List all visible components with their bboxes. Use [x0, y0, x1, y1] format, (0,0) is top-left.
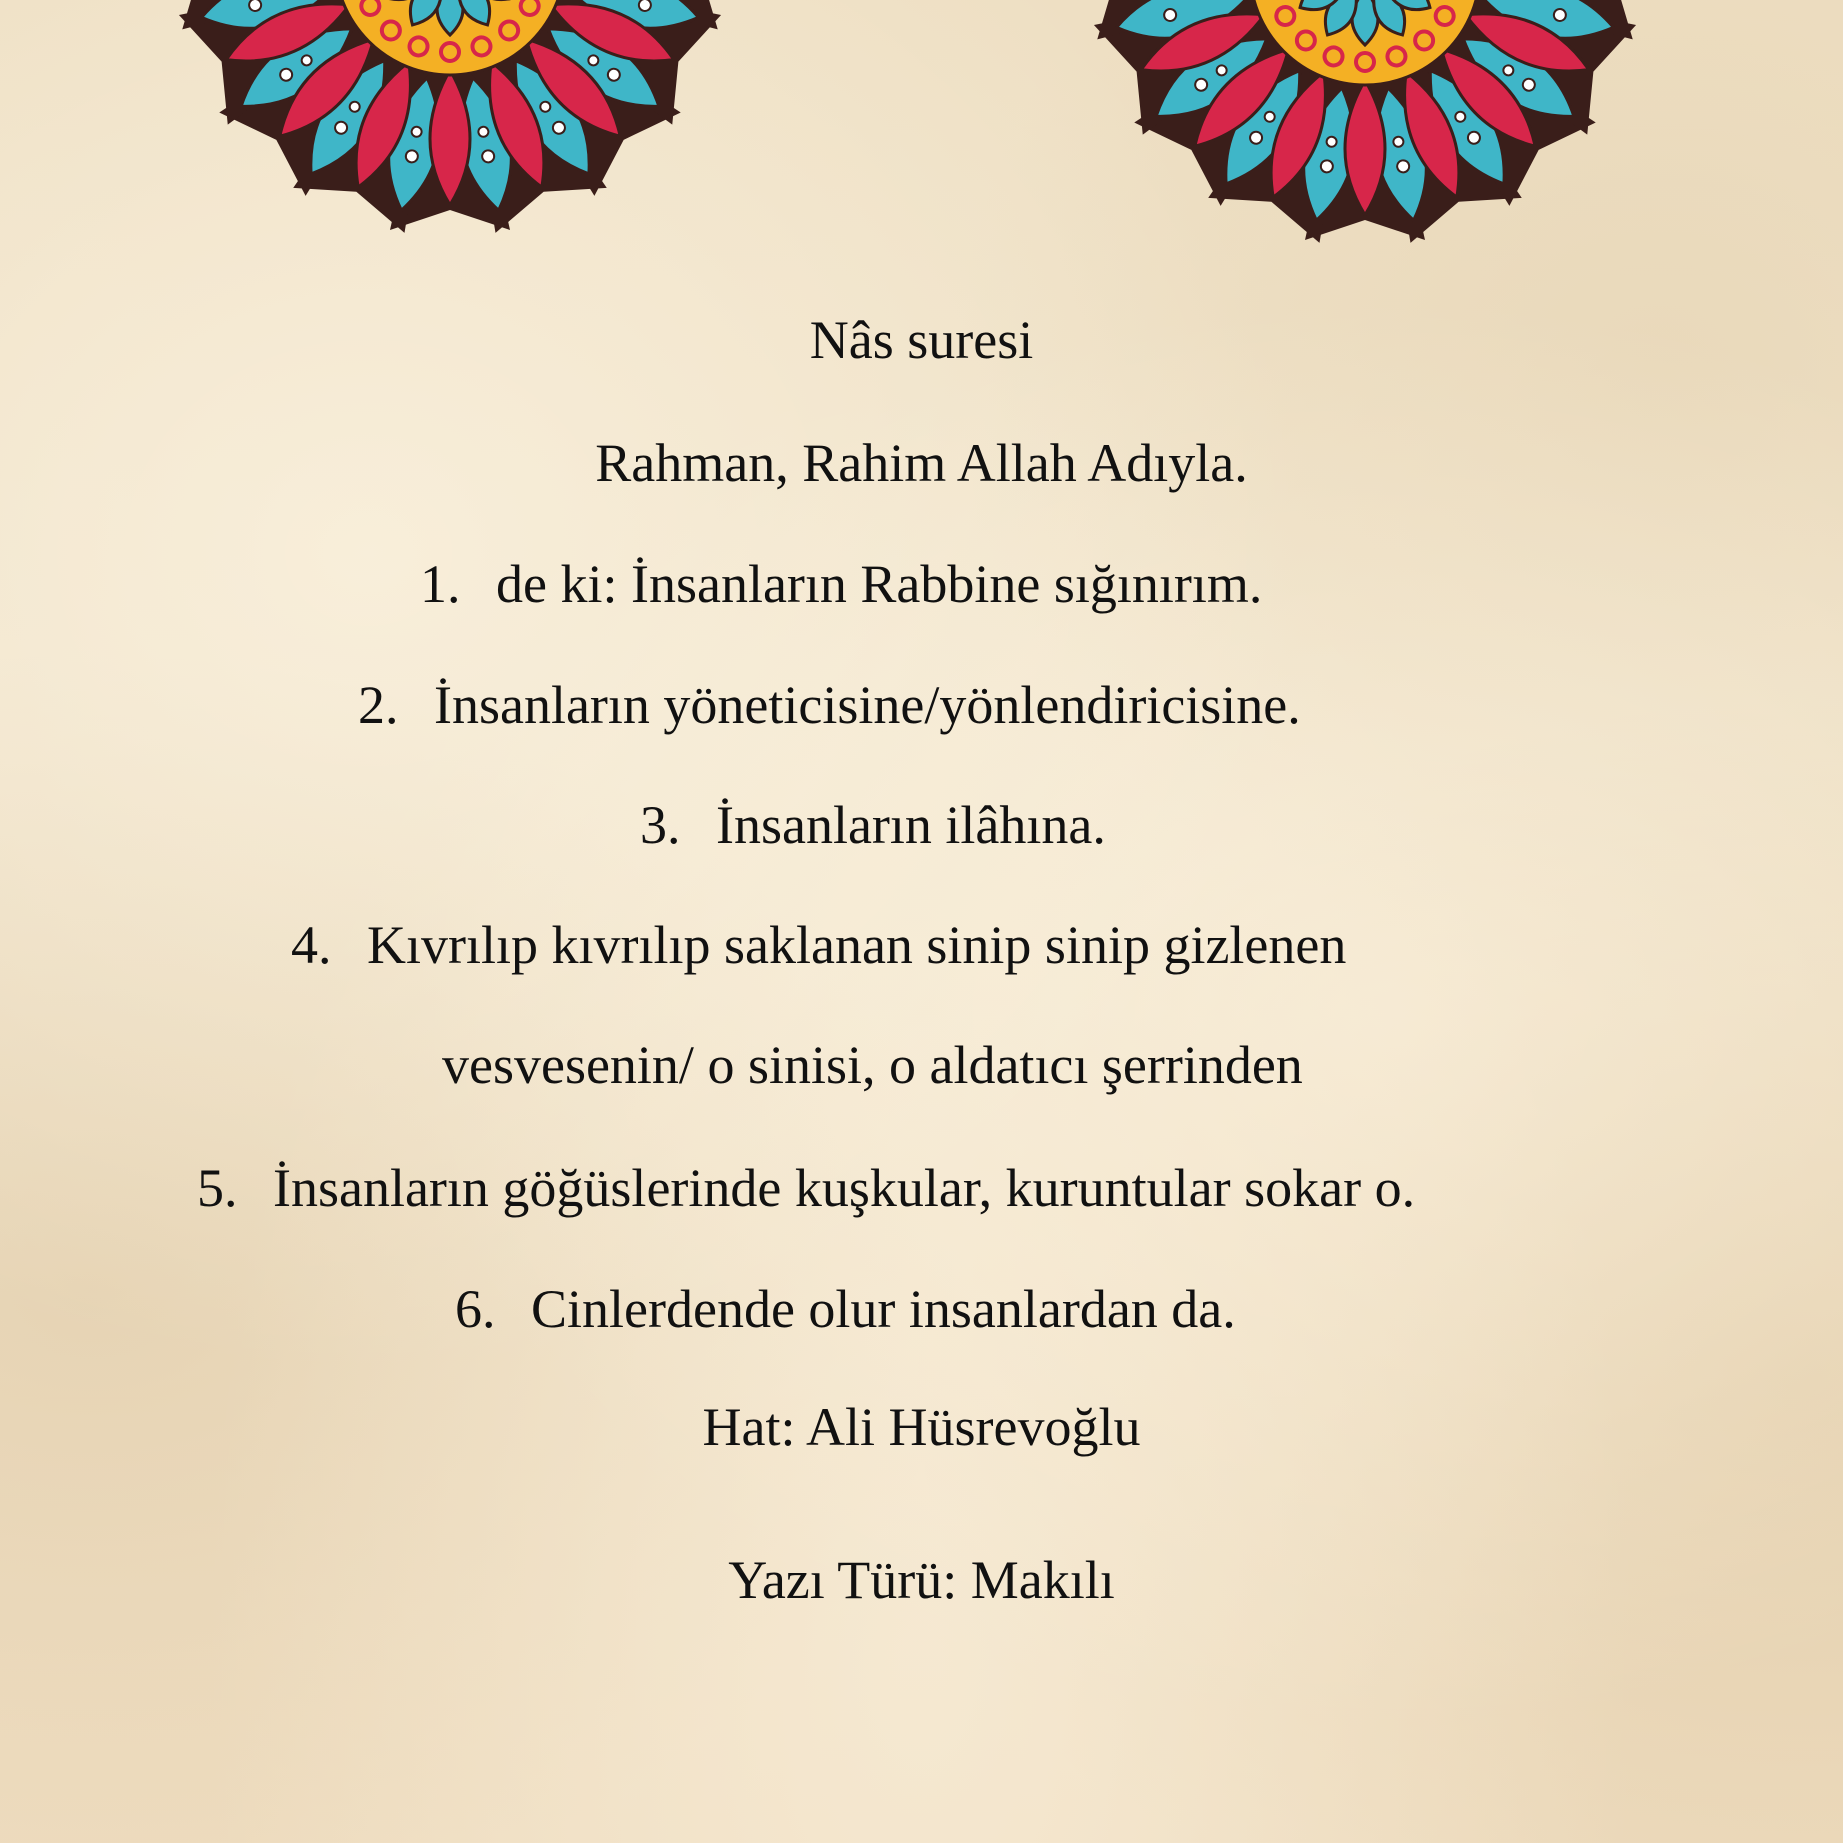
verse-2: [358, 675, 1301, 735]
verse-5: [197, 1158, 1416, 1218]
verse-6: [455, 1279, 1236, 1339]
verse-1: [420, 554, 1263, 614]
verse-4: [291, 915, 1347, 975]
verse-number: 3.: [640, 795, 681, 855]
mandala-ornament-left: [0, 0, 900, 240]
verse-4-continuation: vesvesenin/ o sinisi, o aldatıcı şerrinden: [442, 1035, 1303, 1095]
verse-text: de ki: İnsanların Rabbine sığınırım.: [496, 554, 1263, 614]
verse-number: 2.: [358, 675, 399, 735]
verse-text: İnsanların göğüslerinde kuşkular, kuruntular sokar o.: [273, 1158, 1416, 1218]
verse-text: Kıvrılıp kıvrılıp saklanan sinip sinip gizlenen: [367, 915, 1347, 975]
verse-text: İnsanların ilâhına.: [716, 795, 1106, 855]
script-type: Yazı Türü: Makılı: [728, 1550, 1115, 1610]
verse-text: Cinlerdende olur insanlardan da.: [531, 1279, 1236, 1339]
basmala: Rahman, Rahim Allah Adıyla.: [595, 433, 1248, 493]
verse-number: 4.: [291, 915, 332, 975]
verse-number: 5.: [197, 1158, 238, 1218]
verse-3: [640, 795, 1106, 855]
verse-number: 6.: [455, 1279, 496, 1339]
mandala-ornament-right: [930, 0, 1843, 250]
verse-number: 1.: [420, 554, 461, 614]
page-title: Nâs suresi: [809, 310, 1034, 370]
verse-text: İnsanların yöneticisine/yönlendiricisine.: [434, 675, 1301, 735]
calligrapher-credit: Hat: Ali Hüsrevoğlu: [702, 1397, 1141, 1457]
